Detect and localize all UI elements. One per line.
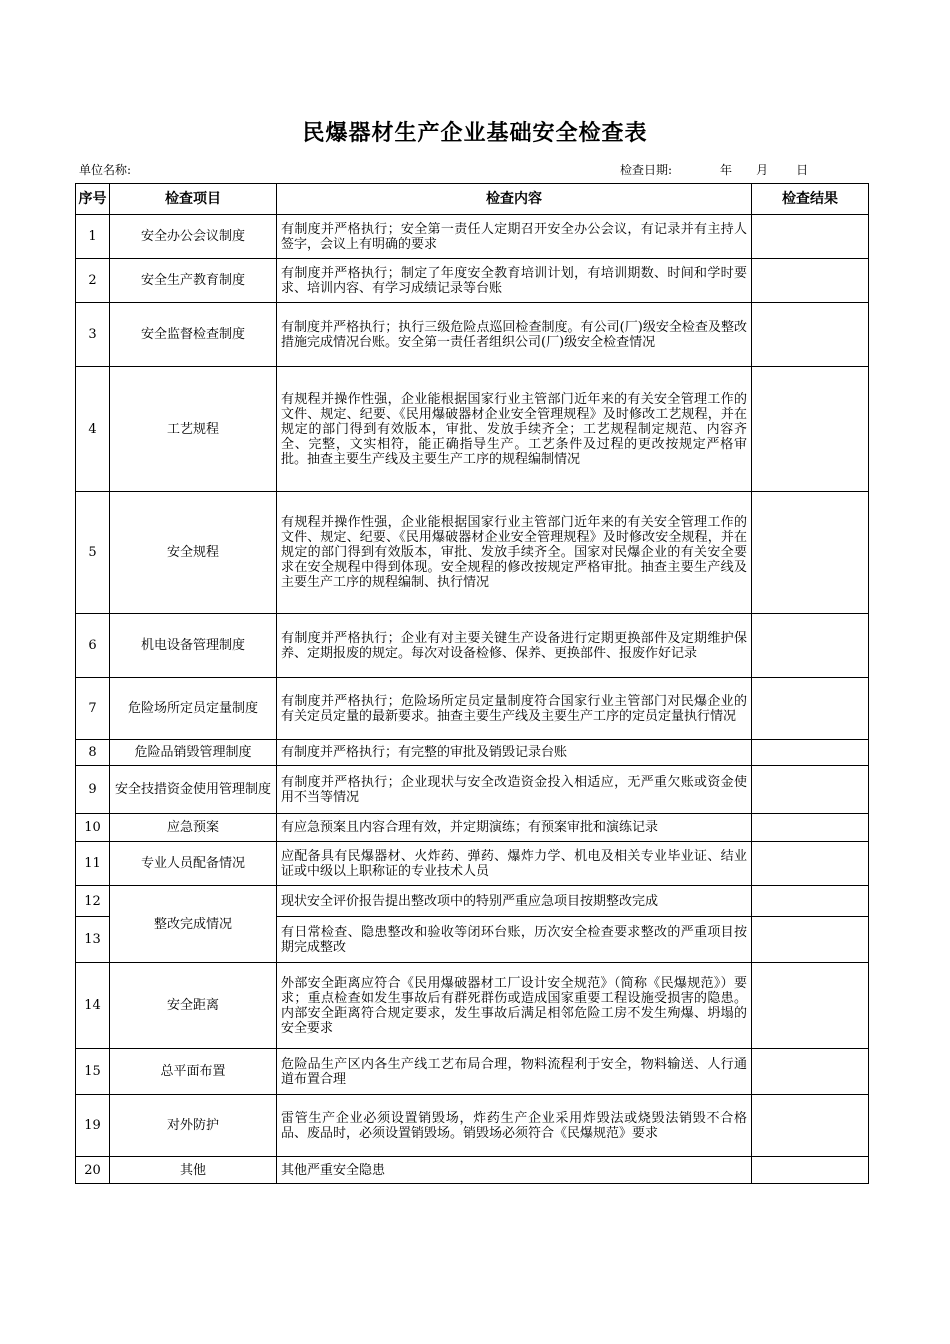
row-result-cell[interactable] [752,842,869,886]
inspection-date [620,161,808,178]
row-item: 机电设备管理制度 [110,614,277,678]
row-result-cell[interactable] [752,492,869,614]
document-title: 民爆器材生产企业基础安全检查表 [302,120,648,146]
row-number: 15 [76,1049,110,1095]
row-content: 有制度并严格执行；有完整的审批及销毁记录台账 [277,740,752,766]
table-row [76,259,869,303]
row-item: 安全距离 [110,963,277,1049]
header-content: 检查内容 [277,184,752,215]
row-content: 危险品生产区内各生产线工艺布局合理，物料流程利于安全，物料输送、人行通道布置合理 [277,1049,752,1095]
row-number: 8 [76,740,110,766]
table-row [76,886,869,917]
row-result-cell[interactable] [752,814,869,842]
row-number: 20 [76,1157,110,1184]
table-header-row [76,184,869,215]
row-item: 工艺规程 [110,367,277,492]
header-result: 检查结果 [752,184,869,215]
header-item: 检查项目 [110,184,277,215]
row-number: 12 [76,886,110,917]
row-item: 安全生产教育制度 [110,259,277,303]
row-result-cell[interactable] [752,1157,869,1184]
row-item: 安全办公会议制度 [110,215,277,259]
row-number: 5 [76,492,110,614]
row-number: 13 [76,917,110,963]
row-content: 现状安全评价报告提出整改项中的特别严重应急项目按期整改完成 [277,886,752,917]
day-label: 日 [796,163,809,177]
table-row [76,740,869,766]
row-result-cell[interactable] [752,740,869,766]
row-item: 危险品销毁管理制度 [110,740,277,766]
header-no: 序号 [76,184,110,215]
row-content: 有制度并严格执行；危险场所定员定量制度符合国家行业主管部门对民爆企业的有关定员定量的最新要求。抽查主要生产线及主要生产工序的定员定量执行情况 [277,678,752,740]
row-item: 总平面布置 [110,1049,277,1095]
row-result-cell[interactable] [752,367,869,492]
table-row [76,367,869,492]
row-item: 专业人员配备情况 [110,842,277,886]
table-row [76,766,869,814]
table-row [76,1095,869,1157]
row-content: 有应急预案且内容合理有效，并定期演练；有预案审批和演练记录 [277,814,752,842]
row-item: 对外防护 [110,1095,277,1157]
row-content: 有规程并操作性强，企业能根据国家行业主管部门近年来的有关安全管理工作的文件、规定、纪要、《民用爆破器材企业安全管理规程》及时修改工艺规程，并在规定的部门得到有效版本，审批、发放手续齐全；工艺规程制定规范、内容齐全、完整，文实相符，能正确指导生产。工艺条件及过程的更改按规定严格审批。抽查主要生产线及主要生产工序的规程编制情况 [277,367,752,492]
row-result-cell[interactable] [752,1095,869,1157]
row-result-cell[interactable] [752,1049,869,1095]
table-row [76,678,869,740]
row-item: 整改完成情况 [110,886,277,963]
inspection-table [75,183,869,1184]
row-number: 11 [76,842,110,886]
year-label: 年 [720,163,733,177]
row-content: 有制度并严格执行；企业现状与安全改造资金投入相适应，无严重欠账或资金使用不当等情况 [277,766,752,814]
row-number: 6 [76,614,110,678]
row-result-cell[interactable] [752,259,869,303]
row-content: 有规程并操作性强，企业能根据国家行业主管部门近年来的有关安全管理工作的文件、规定、纪要、《民用爆破器材企业安全管理规程》及时修改安全规程，并在规定的部门得到有效版本，审批、发放手续齐全。国家对民爆企业的有关安全要求在安全规程中得到体现。安全规程的修改按规定严格审批。抽查主要生产线及主要生产工序的规程编制、执行情况 [277,492,752,614]
row-item: 安全规程 [110,492,277,614]
table-row [76,215,869,259]
row-content: 雷管生产企业必须设置销毁场，炸药生产企业采用炸毁法或烧毁法销毁不合格品、废品时，必须设置销毁场。销毁场必须符合《民爆规范》要求 [277,1095,752,1157]
row-number: 10 [76,814,110,842]
row-result-cell[interactable] [752,614,869,678]
row-result-cell[interactable] [752,917,869,963]
row-content: 其他严重安全隐患 [277,1157,752,1184]
table-row [76,814,869,842]
row-number: 2 [76,259,110,303]
month-label: 月 [756,163,769,177]
row-content: 外部安全距离应符合《民用爆破器材工厂设计安全规范》（简称《民爆规范》）要求；重点检查如发生事故后有群死群伤或造成国家重要工程设施受损害的隐患。内部安全距离符合规定要求，发生事故后满足相邻危险工房不发生殉爆、坍塌的安全要求 [277,963,752,1049]
row-content: 有制度并严格执行；制定了年度安全教育培训计划，有培训期数、时间和学时要求、培训内容、有学习成绩记录等台账 [277,259,752,303]
row-item: 其他 [110,1157,277,1184]
table-row [76,842,869,886]
row-item: 安全技措资金使用管理制度 [110,766,277,814]
row-number: 7 [76,678,110,740]
row-result-cell[interactable] [752,886,869,917]
table-row [76,303,869,367]
unit-name-label: 单位名称: [79,163,132,177]
table-row [76,963,869,1049]
inspection-date-label: 检查日期: [620,163,673,177]
row-result-cell[interactable] [752,215,869,259]
row-number: 19 [76,1095,110,1157]
row-number: 4 [76,367,110,492]
row-content: 应配备具有民爆器材、火炸药、弹药、爆炸力学、机电及相关专业毕业证、结业证或中级以上职称证的专业技术人员 [277,842,752,886]
row-number: 9 [76,766,110,814]
row-item: 危险场所定员定量制度 [110,678,277,740]
row-content: 有制度并严格执行；安全第一责任人定期召开安全办公会议，有记录并有主持人签字，会议上有明确的要求 [277,215,752,259]
row-number: 3 [76,303,110,367]
row-result-cell[interactable] [752,963,869,1049]
table-row [76,1157,869,1184]
row-number: 14 [76,963,110,1049]
row-result-cell[interactable] [752,678,869,740]
row-item: 安全监督检查制度 [110,303,277,367]
row-result-cell[interactable] [752,766,869,814]
row-result-cell[interactable] [752,303,869,367]
row-content: 有制度并严格执行；执行三级危险点巡回检查制度。有公司(厂)级安全检查及整改措施完成情况台账。安全第一责任者组织公司(厂)级安全检查情况 [277,303,752,367]
row-content: 有日常检查、隐患整改和验收等闭环台账，历次安全检查要求整改的严重项目按期完成整改 [277,917,752,963]
table-row [76,1049,869,1095]
row-number: 1 [76,215,110,259]
table-row [76,614,869,678]
row-content: 有制度并严格执行；企业有对主要关键生产设备进行定期更换部件及定期维护保养、定期报废的规定。每次对设备检修、保养、更换部件、报废作好记录 [277,614,752,678]
row-item: 应急预案 [110,814,277,842]
table-row [76,492,869,614]
